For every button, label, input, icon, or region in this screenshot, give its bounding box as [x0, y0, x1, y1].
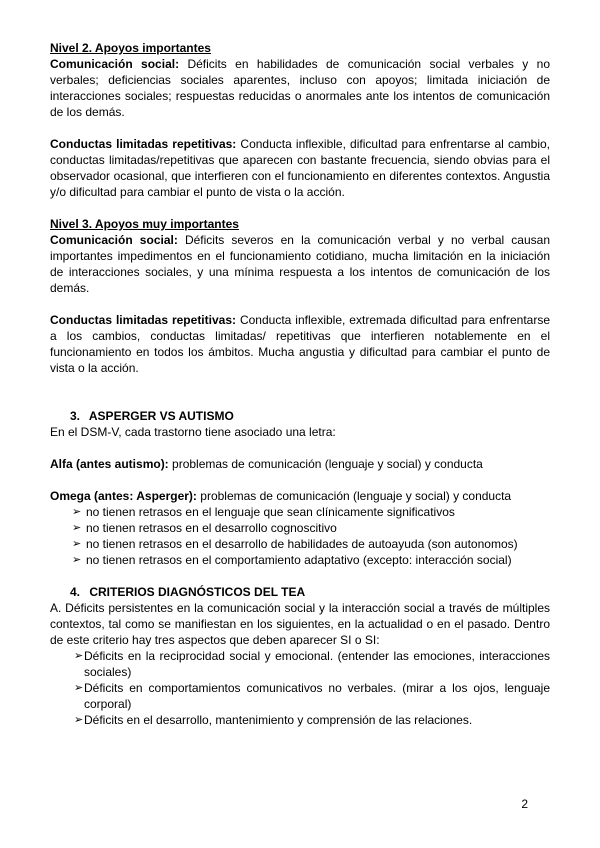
nivel2-repetitive-text: Conducta inflexible, dificultad para enfrentarse al cambio, conductas limitadas/repetitivas que aparecen con bastante frecuencia, siendo obvias para el observador ocasional, que interfieren con el funcionamiento en diferentes contextos. Angustia y/o dificultad para cambiar el punto de vista o la acción.	[50, 137, 550, 199]
arrow-bullet-icon: ➢	[72, 538, 82, 550]
omega-bullet-list	[50, 504, 550, 568]
nivel2-communication-text: Déficits en habilidades de comunicación social verbales y no verbales; deficiencias sociales aparentes, incluso con apoyos; limitada iniciación de interacciones sociales; respuestas reducidas o anormales ante los intentos de comunicación de los demás.	[50, 57, 550, 119]
alfa-paragraph	[50, 456, 550, 472]
list-item: ➢ Déficits en comportamientos comunicativos no verbales. (mirar a los ojos, lenguaje corporal)	[74, 681, 550, 711]
arrow-bullet-icon: ➢	[74, 682, 84, 694]
document-page	[50, 40, 550, 728]
nivel3-communication-label: Comunicación social:	[50, 233, 178, 247]
list-item: ➢ Déficits en la reciprocidad social y emocional. (entender las emociones, interacciones sociales)	[74, 649, 550, 679]
list-item: ➢ no tienen retrasos en el desarrollo cognoscitivo	[72, 521, 337, 535]
nivel3-repetitive-label: Conductas limitadas repetitivas:	[50, 313, 236, 327]
section4-intro: A. Déficits persistentes en la comunicación social y la interacción social a través de múltiples contextos, tal como se manifiestan en los siguientes, en la actualidad o en el pasado. Dentro de este criterio hay tres aspectos que deben aparecer SI o SI:	[50, 601, 550, 647]
nivel3-repetitive-text: Conducta inflexible, extremada dificultad para enfrentarse a los cambios, conductas limitadas/ repetitivas que interfieren notablemente en el funcionamiento en todos los ámbitos. Mucha angustia y dificultad para cambiar el punto de vista o la acción.	[50, 313, 550, 375]
page-number: 2	[521, 797, 528, 811]
list-item: ➢ no tienen retrasos en el lenguaje que sean clínicamente significativos	[72, 505, 455, 519]
nivel3-heading: Nivel 3. Apoyos muy importantes	[50, 217, 239, 231]
omega-paragraph	[50, 488, 550, 504]
arrow-bullet-icon: ➢	[72, 554, 82, 566]
list-item: ➢ Déficits en el desarrollo, mantenimiento y comprensión de las relaciones.	[74, 713, 473, 727]
section3-title	[70, 408, 550, 424]
arrow-bullet-icon: ➢	[72, 522, 82, 534]
alfa-text: problemas de comunicación (lenguaje y social) y conducta	[168, 457, 483, 471]
omega-label: Omega (antes: Asperger):	[50, 489, 197, 503]
section4-title-text: CRITERIOS DIAGNÓSTICOS DEL TEA	[89, 585, 306, 599]
section4-title	[70, 584, 550, 600]
list-item: ➢ no tienen retrasos en el desarrollo de habilidades de autoayuda (son autonomos)	[72, 537, 518, 551]
omega-text: problemas de comunicación (lenguaje y social) y conducta	[196, 489, 512, 503]
alfa-label: Alfa (antes autismo):	[50, 457, 169, 471]
arrow-bullet-icon: ➢	[74, 650, 84, 662]
section4-number: 4.	[70, 585, 81, 599]
arrow-bullet-icon: ➢	[72, 506, 82, 518]
nivel2-repetitive-paragraph	[50, 136, 550, 200]
nivel3-communication-text: Déficits severos en la comunicación verbal y no verbal causan importantes impedimentos en el funcionamiento cotidiano, mucha limitación en la iniciación de interacciones sociales, y una mínima respuesta a los intentos de comunicación de los demás.	[50, 233, 550, 295]
nivel2-repetitive-label: Conductas limitadas repetitivas:	[50, 137, 237, 151]
arrow-bullet-icon: ➢	[74, 714, 84, 726]
list-item: ➢ no tienen retrasos en el comportamiento adaptativo (excepto: interacción social)	[72, 553, 512, 567]
nivel3-communication-paragraph	[50, 232, 550, 296]
nivel2-communication-paragraph	[50, 56, 550, 120]
section3-intro: En el DSM-V, cada trastorno tiene asociado una letra:	[50, 425, 336, 439]
section3-title-text: ASPERGER VS AUTISMO	[88, 409, 234, 423]
nivel2-heading: Nivel 2. Apoyos importantes	[50, 41, 211, 55]
section3-number: 3.	[70, 409, 81, 423]
criteria-bullet-list	[50, 648, 550, 728]
nivel2-communication-label: Comunicación social:	[50, 57, 180, 71]
nivel3-repetitive-paragraph	[50, 312, 550, 376]
